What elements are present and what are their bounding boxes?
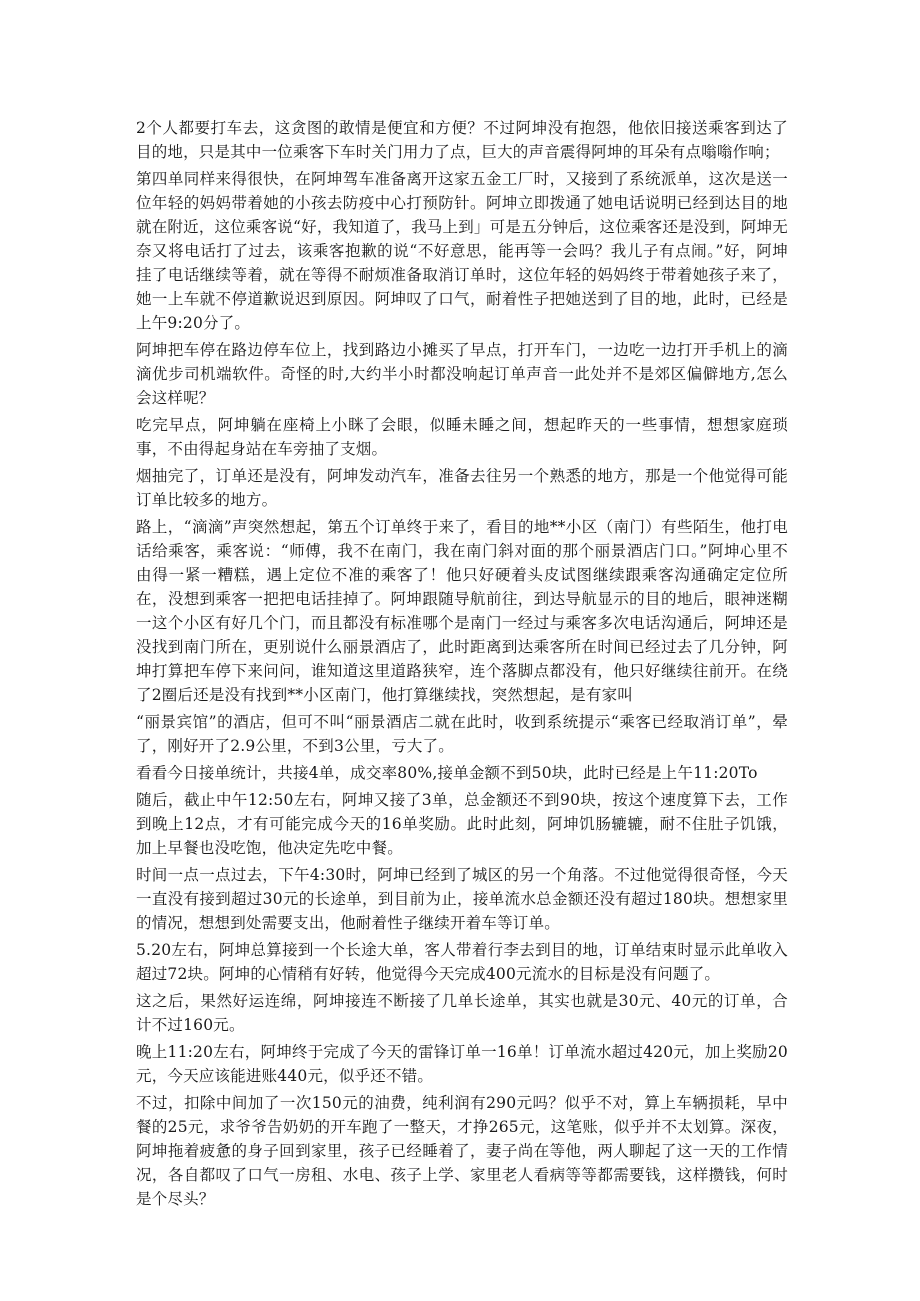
paragraph: 阿坤把车停在路边停车位上，找到路边小摊买了早点，打开车门，一边吃一边打开手机上的滴滴优步司机端软件。奇怪的时,大约半小时都没响起订单声音一此处并不是郊区偏僻地方,怎么会这样呢？ [136,341,788,407]
paragraph: 路上，“滴滴”声突然想起，第五个订单终于来了，看目的地**小区（南门）有些陌生，他打电话给乘客，乘客说：“师傅，我不在南门，我在南门斜对面的那个丽景酒店门口。”阿坤心里不由得一紧一糟糕，遇上定位不准的乘客了！他只好硬着头皮试图继续跟乘客沟通确定定位所在，没想到乘客一把把电话挂掉了。阿坤跟随导航前往，到达导航显示的目的地后，眼神迷糊一这个小区有好几个门，而且都没有标准哪个是南门一经过与乘客多次电话沟通后，阿坤还是没找到南门所在，更别说什么丽景酒店了，此时距离到达乘客所在时间已经过去了几分钟，阿坤打算把车停下来问问，谁知道这里道路狭窄，连个落脚点都没有，他只好继续往前开。在绕了2圈后还是没有找到**小区南门，他打算继续找，突然想起，是有家叫 [136,518,788,704]
paragraph: 晚上11:20左右，阿坤终于完成了今天的雷锋订单一16单！订单流水超过420元，加上奖励20元，今天应该能进账440元，似乎还不错。 [136,1043,788,1085]
paragraph: 时间一点一点过去，下午4:30时，阿坤已经到了城区的另一个角落。不过他觉得很奇怪，今天一直没有接到超过30元的长途单，到目前为止，接单流水总金额还没有超过180块。想想家里的情况，想想到处需要支出，他耐着性子继续开着车等订单。 [136,866,788,932]
paragraph: 吃完早点，阿坤躺在座椅上小眯了会眼，似睡未睡之间，想起昨天的一些事情，想想家庭琐事，不由得起身站在车旁抽了支烟。 [136,416,788,458]
paragraph: 看看今日接单统计，共接4单，成交率80%,接单金额不到50块，此时已经是上午11:20To [136,764,758,782]
paragraph: 2个人都要打车去，这贪图的敢情是便宜和方便？不过阿坤没有抱怨，他依旧接送乘客到达了目的地，只是其中一位乘客下车时关门用力了点，巨大的声音震得阿坤的耳朵有点嗡嗡作响； [136,119,788,161]
document-body [136,116,788,1214]
paragraph: “丽景宾馆”的酒店，但可不叫“丽景酒店二就在此时，收到系统提示“乘客已经取消订单”，晕了，刚好开了2.9公里，不到3公里，亏大了。 [136,713,788,755]
paragraph: 烟抽完了，订单还是没有，阿坤发动汽车，准备去往另一个熟悉的地方，那是一个他觉得可能订单比较多的地方。 [136,467,788,509]
paragraph: 随后，截止中午12:50左右，阿坤又接了3单，总金额还不到90块，按这个速度算下去，工作到晚上12点，才有可能完成今天的16单奖励。此时此刻，阿坤饥肠辘辘，耐不住肚子饥饿，加上早餐也没吃饱，他决定先吃中餐。 [136,791,788,857]
paragraph: 这之后，果然好运连绵，阿坤接连不断接了几单长途单，其实也就是30元、40元的订单，合计不过160元。 [136,992,788,1034]
paragraph: 第四单同样来得很快，在阿坤驾车准备离开这家五金工厂时，又接到了系统派单，这次是送一位年轻的妈妈带着她的小孩去防疫中心打预防针。阿坤立即拨通了她电话说明已经到达目的地就在附近，这位乘客说“好，我知道了，我马上到」可是五分钟后，这位乘客还是没到，阿坤无奈又将电话打了过去，该乘客抱歉的说“不好意思，能再等一会吗？我儿子有点闹。”好，阿坤挂了电话继续等着，就在等得不耐烦准备取消订单时，这位年轻的妈妈终于带着她孩子来了，她一上车就不停道歉说迟到原因。阿坤叹了口气，耐着性子把她送到了目的地，此时，已经是上午9:20分了。 [136,170,788,332]
paragraph: 5.20左右，阿坤总算接到一个长途大单，客人带着行李去到目的地，订单结束时显示此单收入超过72块。阿坤的心情稍有好转，他觉得今天完成400元流水的目标是没有问题了。 [136,941,788,983]
paragraph: 不过，扣除中间加了一次150元的油费，纯利润有290元吗？似乎不对，算上车辆损耗，早中餐的25元，求爷爷告奶奶的开车跑了一整天，才挣265元，这笔账，似乎并不太划算。深夜，阿坤拖着疲惫的身子回到家里，孩子已经睡着了，妻子尚在等他，两人聊起了这一天的工作情况，各自都叹了口气一房租、水电、孩子上学、家里老人看病等等都需要钱，这样攒钱，何时是个尽头？ [136,1094,788,1208]
